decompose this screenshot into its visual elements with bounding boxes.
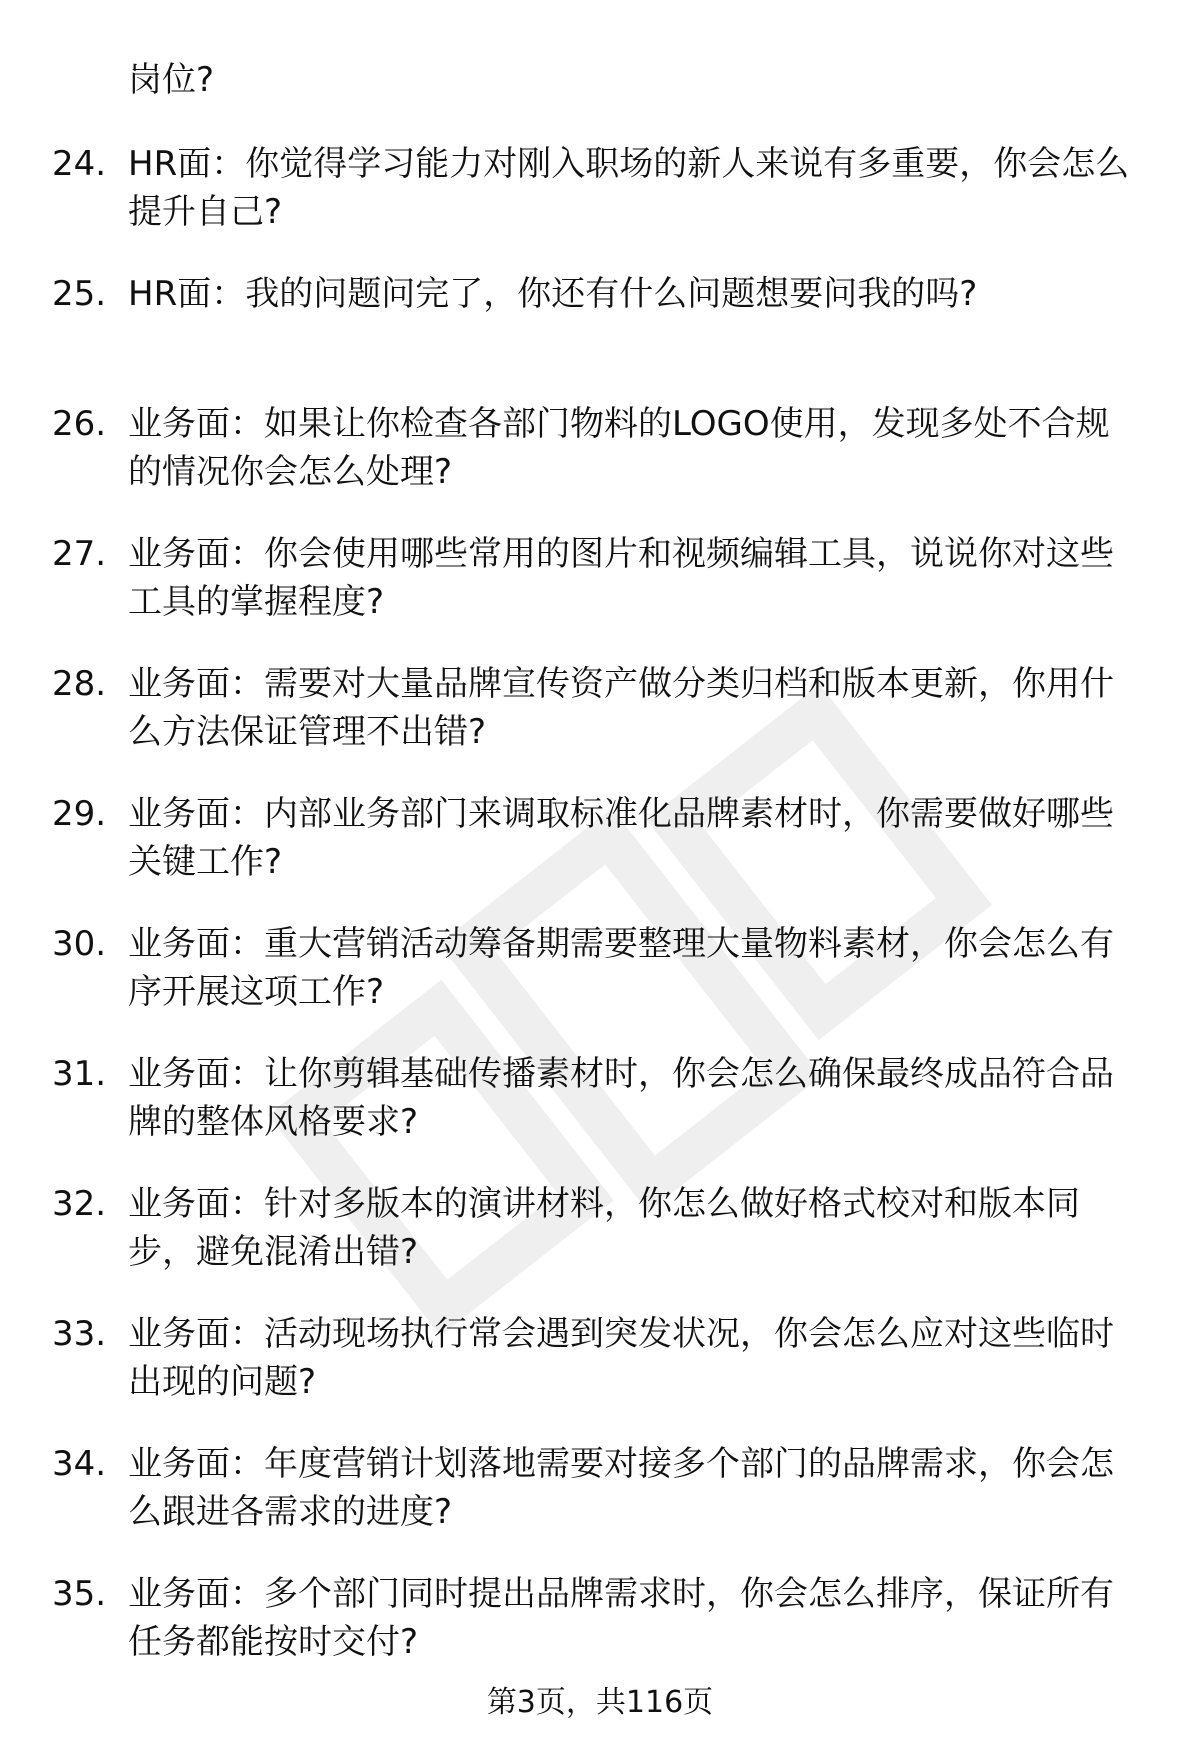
- list-item: [0, 1180, 1200, 1310]
- question-text: 业务面：重大营销活动筹备期需要整理大量物料素材，你会怎么有序开展这项工作?: [128, 924, 1114, 1012]
- list-item: [0, 660, 1200, 790]
- question-number: 30.: [52, 924, 107, 964]
- list-item: [0, 1570, 1200, 1700]
- question-number: 31.: [52, 1054, 107, 1094]
- list-item: [0, 400, 1200, 530]
- question-text: 业务面：针对多版本的演讲材料，你怎么做好格式校对和版本同步，避免混淆出错?: [128, 1184, 1080, 1272]
- question-text: 业务面：如果让你检查各部门物料的LOGO使用，发现多处不合规的情况你会怎么处理?: [128, 404, 1110, 492]
- question-text: 业务面：年度营销计划落地需要对接多个部门的品牌需求，你会怎么跟进各需求的进度?: [128, 1444, 1114, 1532]
- question-text: HR面：我的问题问完了，你还有什么问题想要问我的吗?: [128, 274, 978, 314]
- question-number: 28.: [52, 664, 107, 704]
- list-item: [0, 530, 1200, 660]
- question-number: 34.: [52, 1444, 107, 1484]
- question-text: 业务面：活动现场执行常会遇到突发状况，你会怎么应对这些临时出现的问题?: [128, 1314, 1114, 1402]
- question-text: 业务面：多个部门同时提出品牌需求时，你会怎么排序，保证所有任务都能按时交付?: [128, 1574, 1114, 1662]
- list-item: [0, 140, 1200, 270]
- question-number: 26.: [52, 404, 107, 444]
- question-text: 业务面：让你剪辑基础传播素材时，你会怎么确保最终成品符合品牌的整体风格要求?: [128, 1054, 1114, 1142]
- page-number-footer: 第3页，共116页: [486, 1685, 714, 1720]
- list-item: [0, 920, 1200, 1050]
- question-number: 33.: [52, 1314, 107, 1354]
- question-text: 业务面：你会使用哪些常用的图片和视频编辑工具，说说你对这些工具的掌握程度?: [128, 534, 1114, 622]
- question-list: [0, 140, 1200, 1700]
- question-text: HR面：你觉得学习能力对刚入职场的新人来说有多重要，你会怎么提升自己?: [128, 144, 1130, 232]
- question-text: 业务面：需要对大量品牌宣传资产做分类归档和版本更新，你用什么方法保证管理不出错?: [128, 664, 1114, 752]
- list-item: [0, 1440, 1200, 1570]
- question-number: 35.: [52, 1574, 107, 1614]
- question-number: 29.: [52, 794, 107, 834]
- list-item: [0, 270, 1200, 400]
- question-number: 25.: [52, 274, 107, 314]
- question-number: 24.: [52, 144, 107, 184]
- question-text: 业务面：内部业务部门来调取标准化品牌素材时，你需要做好哪些关键工作?: [128, 794, 1114, 882]
- list-item: [0, 1050, 1200, 1180]
- list-item: [0, 790, 1200, 920]
- list-item: [0, 1310, 1200, 1440]
- question-number: 27.: [52, 534, 107, 574]
- previous-question-continuation: 岗位?: [128, 60, 215, 100]
- question-number: 32.: [52, 1184, 107, 1224]
